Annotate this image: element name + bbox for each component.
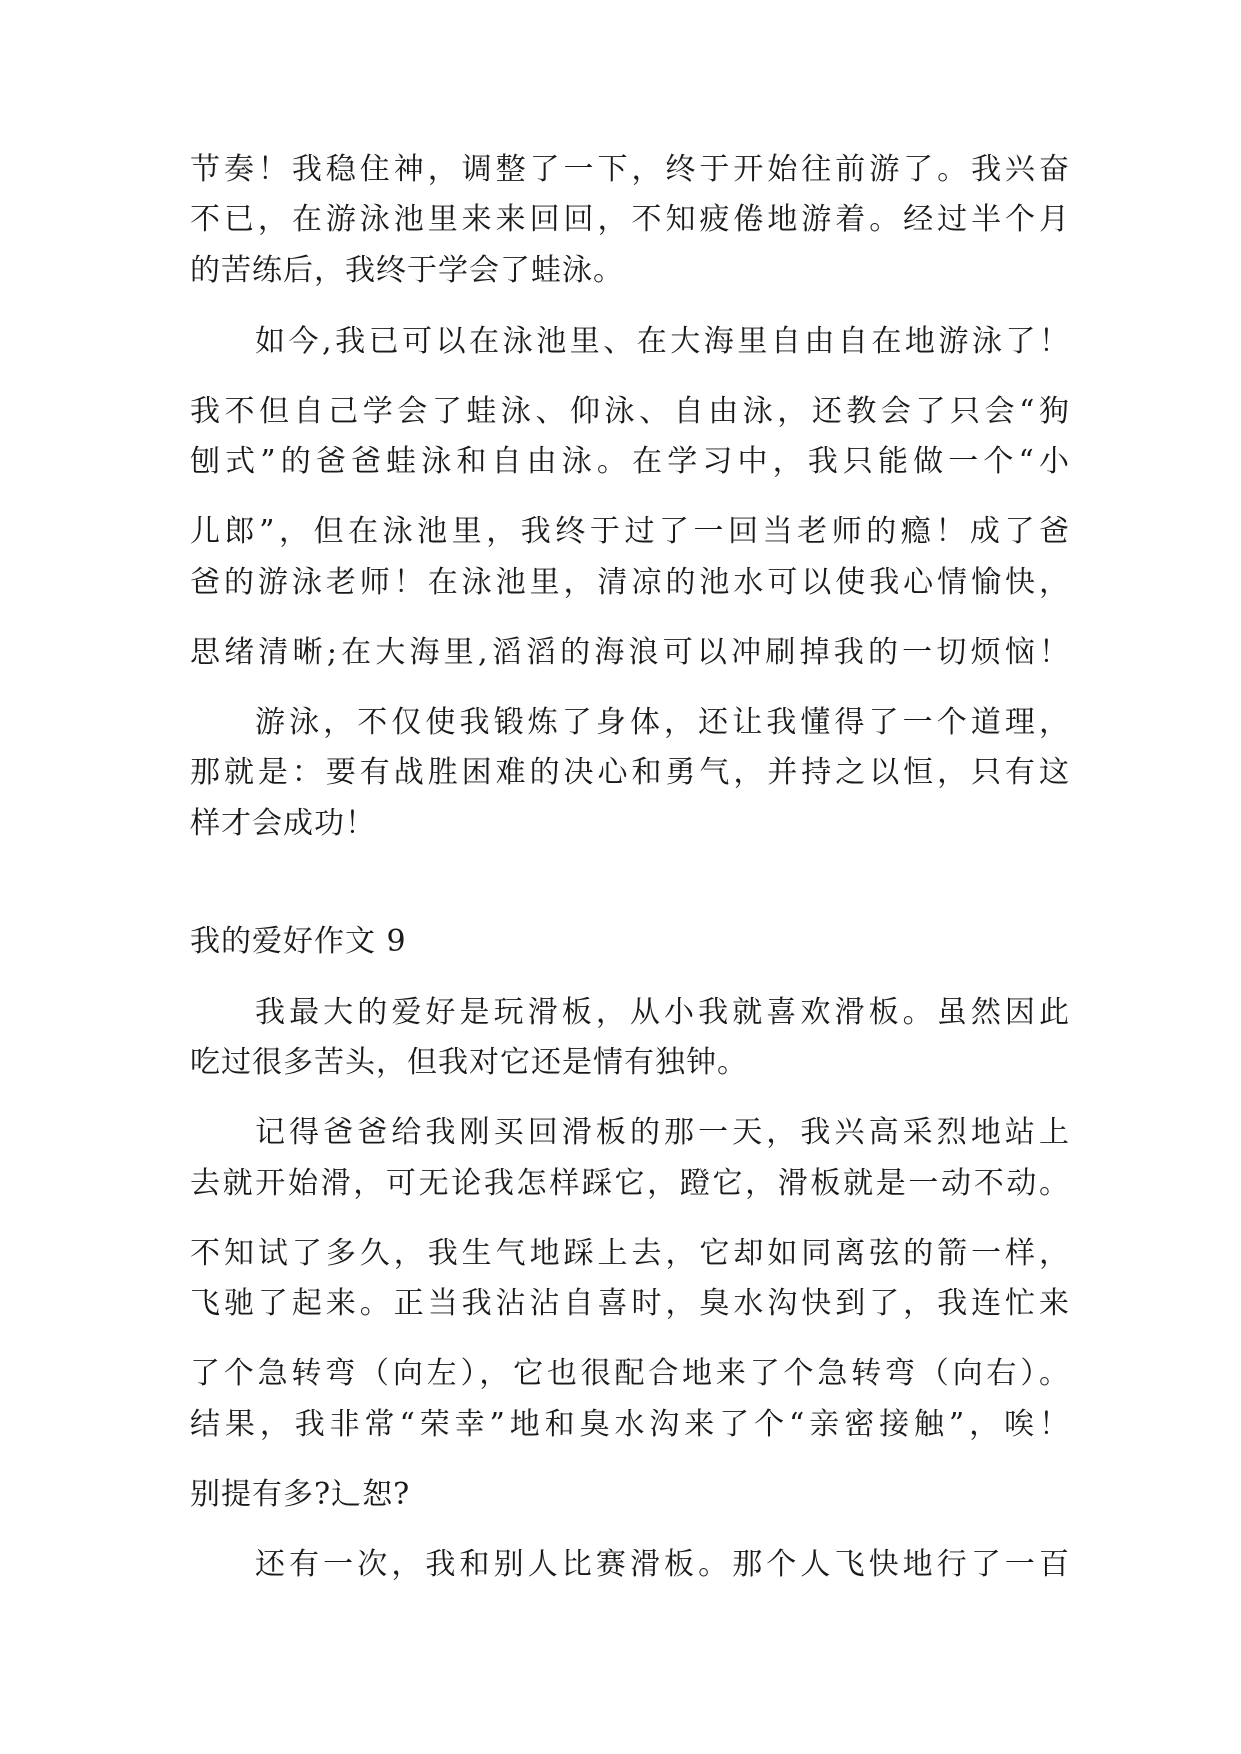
paragraph-line: 如今,我已可以在泳池里、在大海里自由自在地游泳了！ [255, 324, 1070, 359]
paragraph-line: 了个急转弯（向左），它也很配合地来了个急转弯（向右）。 [190, 1356, 1070, 1391]
paragraph-line: 不已，在游泳池里来来回回，不知疲倦地游着。经过半个月 [190, 202, 1070, 237]
section-heading: 我的爱好作文 9 [190, 924, 407, 959]
paragraph-line: 记得爸爸给我刚买回滑板的那一天，我兴高采烈地站上 [255, 1115, 1070, 1150]
paragraph-line: 节奏！我稳住神，调整了一下，终于开始往前游了。我兴奋 [190, 152, 1070, 187]
paragraph-line: 结果，我非常“荣幸”地和臭水沟来了个“亲密接触”，唉！ [190, 1407, 1070, 1442]
paragraph-line: 飞驰了起来。正当我沾沾自喜时，臭水沟快到了，我连忙来 [190, 1286, 1070, 1321]
paragraph-line: 爸的游泳老师！在泳池里，清凉的池水可以使我心情愉快， [190, 565, 1070, 600]
paragraph-line: 不知试了多久，我生气地踩上去，它却如同离弦的箭一样， [190, 1236, 1070, 1271]
paragraph-line: 游泳，不仅使我锻炼了身体，还让我懂得了一个道理， [255, 705, 1070, 740]
paragraph-line: 刨式”的爸爸蛙泳和自由泳。在学习中，我只能做一个“小 [190, 444, 1070, 479]
paragraph-line: 思绪清晰;在大海里,滔滔的海浪可以冲刷掉我的一切烦恼！ [190, 635, 1070, 670]
paragraph-line: 去就开始滑，可无论我怎样踩它，蹬它，滑板就是一动不动。 [190, 1166, 1070, 1201]
paragraph-line: 样才会成功！ [190, 806, 376, 841]
paragraph-line: 还有一次，我和别人比赛滑板。那个人飞快地行了一百 [255, 1547, 1070, 1582]
paragraph-line: 别提有多?辶恕? [190, 1477, 411, 1512]
paragraph-line: 那就是：要有战胜困难的决心和勇气，并持之以恒，只有这 [190, 755, 1070, 790]
paragraph-line: 的苦练后，我终于学会了蛙泳。 [190, 253, 624, 288]
paragraph-line: 儿郎”，但在泳池里，我终于过了一回当老师的瘾！成了爸 [190, 514, 1070, 549]
paragraph-line: 吃过很多苦头，但我对它还是情有独钟。 [190, 1045, 748, 1080]
paragraph-line: 我最大的爱好是玩滑板，从小我就喜欢滑板。虽然因此 [255, 995, 1070, 1030]
paragraph-line: 我不但自己学会了蛙泳、仰泳、自由泳，还教会了只会“狗 [190, 394, 1070, 429]
